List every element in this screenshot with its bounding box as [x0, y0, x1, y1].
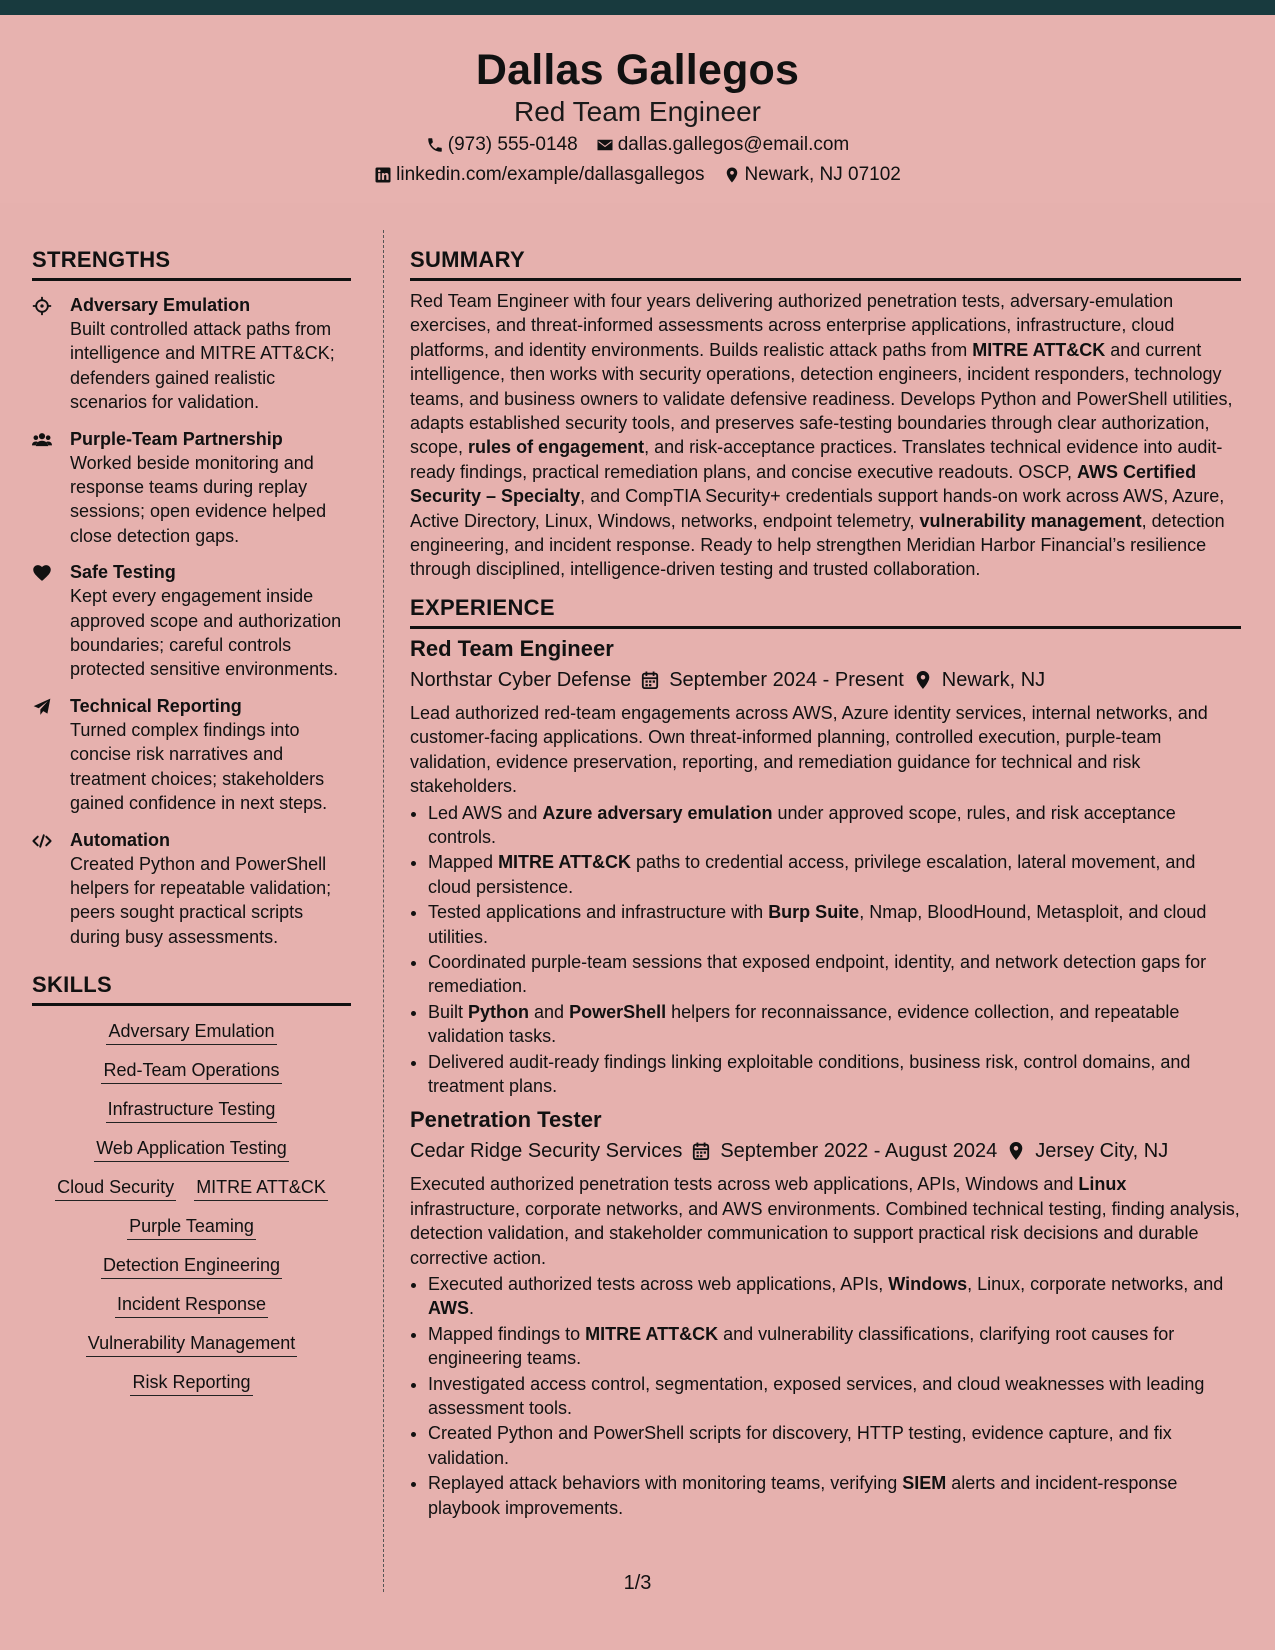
skill-row — [32, 1291, 351, 1318]
skill-tag: Vulnerability Management — [86, 1330, 297, 1357]
text-segment: , Nmap, BloodHound, Metasploit, and cloud utilities. — [428, 902, 1207, 947]
strength-name: Adversary Emulation — [70, 295, 251, 315]
email-contact — [596, 131, 850, 159]
emphasized-text: MITRE ATT&CK — [972, 339, 1106, 360]
strength-description: Built controlled attack paths from intelligence and MITRE ATT&CK; defenders gained realistic scenarios for validation. — [70, 319, 335, 413]
skill-tag: Red-Team Operations — [101, 1057, 281, 1084]
strength-body — [70, 560, 351, 682]
emphasized-text: rules of engagement — [468, 437, 645, 458]
top-accent-bar — [0, 0, 1275, 15]
company-name: Cedar Ridge Security Services — [410, 1140, 683, 1163]
strength-name: Purple-Team Partnership — [70, 428, 283, 449]
bullet-item — [428, 1000, 1241, 1049]
map-marker-icon — [914, 670, 932, 690]
bullet-item — [428, 1322, 1241, 1371]
strength-description: Created Python and PowerShell helpers for repeatable validation; peers sought practical scripts during busy assessments. — [70, 853, 332, 947]
bullet-item — [428, 900, 1241, 949]
skill-row — [32, 1369, 351, 1396]
candidate-title: Red Team Engineer — [514, 96, 761, 127]
summary-text — [410, 289, 1241, 582]
emphasized-text: Burp Suite — [768, 902, 860, 923]
location-text: Newark, NJ — [941, 668, 1046, 691]
location-contact — [723, 161, 901, 189]
job-title: Penetration Tester — [410, 1107, 602, 1133]
linkedin-icon — [374, 166, 392, 184]
skills-list — [32, 1018, 351, 1396]
right-column — [410, 230, 1241, 1520]
skill-row — [32, 1252, 351, 1279]
experience-heading: EXPERIENCE — [410, 594, 1241, 629]
job-meta — [410, 665, 1241, 695]
bullet-item — [428, 850, 1241, 899]
skill-row — [32, 1135, 351, 1162]
job-meta — [410, 1136, 1241, 1166]
skill-tag: Infrastructure Testing — [106, 1096, 278, 1123]
emphasized-text: SIEM — [902, 1473, 947, 1494]
job-entry — [410, 635, 1241, 1099]
strength-item — [32, 828, 351, 950]
text-segment: Built — [428, 1001, 469, 1022]
strength-name: Technical Reporting — [70, 695, 242, 716]
bullet-item — [428, 1372, 1241, 1421]
emphasized-text: MITRE ATT&CK — [585, 1323, 719, 1344]
job-description — [410, 1172, 1241, 1270]
text-segment: Investigated access control, segmentation, exposed services, and cloud weaknesses with leading assessment tools. — [428, 1373, 1205, 1419]
phone-contact — [426, 131, 578, 159]
text-segment: Tested applications and infrastructure with — [428, 902, 769, 923]
text-segment: Lead authorized red-team engagements across AWS, Azure identity services, internal networks, and customer-facing applications. Own threat-informed planning, controlled execution, purple-team validation, evidence preservation, reporting, and remediation guidance for technical and risk stakeholders. — [410, 702, 1208, 797]
strength-item — [32, 560, 351, 682]
text-segment: Replayed attack behaviors with monitoring teams, verifying — [428, 1473, 903, 1494]
summary-heading: SUMMARY — [410, 246, 1241, 281]
skill-tag: MITRE ATT&CK — [194, 1174, 328, 1201]
linkedin-contact — [374, 161, 704, 189]
bullet-item — [428, 1050, 1241, 1099]
paper-plane-icon — [32, 694, 70, 816]
emphasized-text: vulnerability management — [919, 510, 1142, 531]
emphasized-text: Python — [468, 1001, 530, 1022]
location-text: Jersey City, NJ — [1035, 1140, 1169, 1163]
emphasized-text: Linux — [1078, 1174, 1127, 1195]
calendar-icon — [641, 670, 659, 690]
emphasized-text: Azure adversary emulation — [542, 802, 773, 823]
skill-row — [32, 1174, 351, 1201]
skill-row — [32, 1330, 351, 1357]
experience-list — [410, 635, 1241, 1520]
job-dates — [641, 665, 904, 695]
linkedin-text[interactable]: linkedin.com/example/dallasgallegos — [396, 164, 705, 185]
text-segment: Executed authorized penetration tests across web applications, APIs, Windows and — [410, 1174, 1079, 1195]
bullet-item — [428, 1272, 1241, 1321]
bullet-item — [428, 801, 1241, 850]
candidate-name: Dallas Gallegos — [475, 46, 800, 94]
job-bullets — [410, 801, 1241, 1099]
bullet-item — [428, 1471, 1241, 1520]
text-segment: , and risk-acceptance practices. Translates technical evidence into audit-ready findings, practical remediation plans, and concise executive readouts. OSCP, — [410, 437, 1223, 482]
job-bullets — [410, 1272, 1241, 1520]
map-marker-icon — [723, 166, 741, 184]
skill-tag: Risk Reporting — [130, 1369, 252, 1396]
phone-icon — [426, 136, 444, 154]
job-dates — [692, 1136, 997, 1166]
code-icon — [32, 828, 70, 950]
job-location — [1007, 1136, 1168, 1166]
emphasized-text: Windows — [888, 1274, 968, 1294]
text-segment: Created Python and PowerShell scripts for discovery, HTTP testing, evidence capture, and fix validation. — [428, 1423, 1172, 1468]
strengths-list — [32, 293, 351, 949]
text-segment: infrastructure, corporate networks, and AWS environments. Combined technical testing, finding analysis, detection validation, and stakeholder communication to support practical risk decisions and durable corrective action. — [410, 1198, 1240, 1268]
strength-name: Safe Testing — [70, 562, 176, 583]
text-segment: under approved scope, rules, and risk acceptance controls. — [428, 802, 1176, 847]
text-segment: helpers for reconnaissance, evidence collection, and repeatable validation tasks. — [428, 1001, 1180, 1047]
bullet-item — [428, 1421, 1241, 1470]
text-segment: Led AWS and — [428, 802, 543, 823]
strength-item — [32, 427, 351, 549]
strengths-heading: STRENGTHS — [32, 246, 351, 281]
text-segment: and — [529, 1001, 570, 1022]
phone-text: (973) 555-0148 — [447, 134, 578, 155]
left-column — [32, 230, 351, 1396]
job-title: Red Team Engineer — [410, 635, 614, 661]
skill-row — [32, 1096, 351, 1123]
text-segment: , detection engineering, and incident response. Ready to help strengthen Meridian Harbor Financial’s resilience through disciplined, intelligence-driven testing and trusted collaboration. — [410, 510, 1225, 580]
strength-name: Automation — [70, 829, 170, 850]
strength-item — [32, 293, 351, 415]
users-icon — [32, 427, 70, 549]
resume-header — [0, 15, 1275, 203]
strength-body — [70, 694, 351, 816]
crosshairs-icon — [32, 293, 70, 415]
job-location — [914, 665, 1045, 695]
contact-row-2 — [0, 161, 1275, 189]
text-segment: , Linux, corporate networks, and — [967, 1274, 1224, 1294]
column-divider — [383, 230, 384, 1592]
company-name: Northstar Cyber Defense — [410, 668, 632, 691]
skills-heading: SKILLS — [32, 971, 351, 1006]
skill-row — [32, 1018, 351, 1045]
skill-tag: Detection Engineering — [101, 1252, 282, 1279]
strength-description: Turned complex findings into concise risk narratives and treatment choices; stakeholders gained confidence in next steps. — [70, 719, 328, 814]
emphasized-text: MITRE ATT&CK — [498, 852, 632, 873]
skill-tag: Web Application Testing — [94, 1135, 288, 1162]
strength-body — [70, 828, 351, 950]
location-text: Newark, NJ 07102 — [744, 164, 901, 185]
text-segment: , and CompTIA Security+ credentials support hands-on work across AWS, Azure, Active Directory, Linux, Windows, networks, endpoint telemetry, — [410, 486, 1225, 531]
text-segment: Mapped — [428, 852, 499, 873]
text-segment: . — [469, 1298, 475, 1319]
text-segment: paths to credential access, privilege escalation, lateral movement, and cloud persistence. — [428, 852, 1196, 897]
strength-description: Worked beside monitoring and response teams during replay sessions; open evidence helped close detection gaps. — [70, 452, 327, 546]
text-segment: Red Team Engineer with four years delivering authorized penetration tests, adversary-emulation exercises, and threat-informed assessments across enterprise applications, infrastructure, cloud platforms, and identity environments. Builds realistic attack paths from — [410, 291, 1175, 360]
email-text[interactable]: dallas.gallegos@email.com — [617, 134, 850, 155]
strength-description: Kept every engagement inside approved scope and authorization boundaries; careful controls protected sensitive environments. — [70, 586, 342, 680]
skill-tag: Incident Response — [115, 1291, 268, 1318]
text-segment: and current intelligence, then works with security operations, detection engineers, incident responders, technology teams, and business owners to validate defensive readiness. Develops Python and PowerShell utilities, adapts established security tools, and preserves safe-testing boundaries through clear authorization, scope, — [410, 339, 1233, 458]
text-segment: Executed authorized tests across web applications, APIs, — [428, 1274, 889, 1294]
strength-item — [32, 694, 351, 816]
map-marker-icon — [1007, 1141, 1025, 1161]
page-number: 1/3 — [623, 1572, 652, 1594]
text-segment: alerts and incident-response playbook improvements. — [428, 1473, 1178, 1518]
envelope-icon — [596, 136, 614, 154]
dates-text: September 2024 - Present — [669, 668, 904, 691]
emphasized-text: AWS — [428, 1298, 470, 1319]
emphasized-text: PowerShell — [569, 1001, 667, 1022]
text-segment: Mapped findings to — [428, 1323, 586, 1344]
text-segment: Delivered audit-ready findings linking exploitable conditions, business risk, control domains, and treatment plans. — [428, 1051, 1191, 1096]
skill-tag: Purple Teaming — [127, 1213, 256, 1240]
text-segment: Coordinated purple-team sessions that exposed endpoint, identity, and network detection gaps for remediation. — [428, 951, 1207, 997]
skill-tag: Cloud Security — [55, 1174, 176, 1201]
strength-body — [70, 427, 351, 549]
heart-icon — [32, 560, 70, 682]
skill-tag: Adversary Emulation — [106, 1018, 276, 1045]
calendar-icon — [692, 1141, 710, 1161]
bullet-item — [428, 950, 1241, 999]
job-entry — [410, 1106, 1241, 1520]
dates-text: September 2022 - August 2024 — [720, 1140, 998, 1163]
skill-row — [32, 1213, 351, 1240]
text-segment: and vulnerability classifications, clarifying root causes for engineering teams. — [428, 1323, 1175, 1369]
job-description — [410, 701, 1241, 799]
strength-body — [70, 293, 351, 415]
skill-row — [32, 1057, 351, 1084]
contact-row-1 — [0, 131, 1275, 159]
emphasized-text: AWS Certified Security – Specialty — [410, 461, 1197, 507]
